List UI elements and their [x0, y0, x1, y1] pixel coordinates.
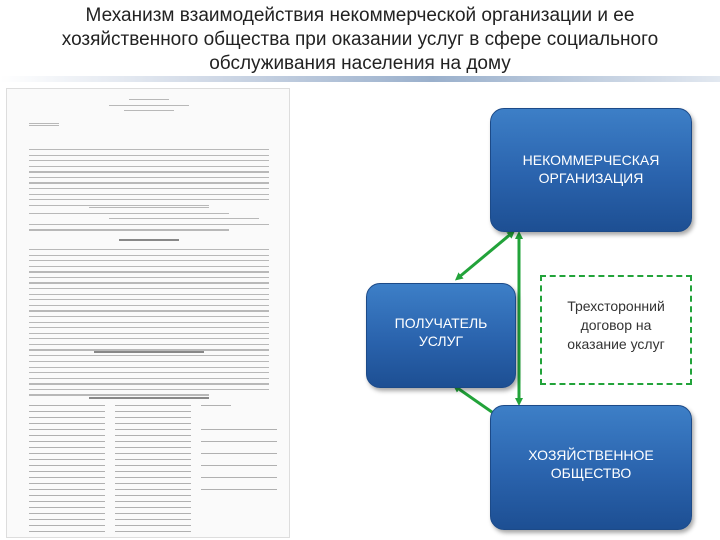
title-line-3: обслуживания населения на дому: [209, 53, 511, 74]
node-recipient-line-1: ПОЛУЧАТЕЛЬ: [394, 315, 488, 331]
node-nko-line-2: ОРГАНИЗАЦИЯ: [538, 170, 644, 186]
node-nko: [490, 108, 692, 232]
node-company-line-1: ХОЗЯЙСТВЕННОЕ: [528, 447, 654, 463]
node-recipient-line-2: УСЛУГ: [418, 333, 464, 349]
title-line-1: Механизм взаимодействия некоммерческой организации и ее: [85, 5, 635, 26]
node-contract: [540, 275, 692, 385]
node-contract-line-3: оказание услуг: [567, 336, 665, 352]
node-recipient: [366, 283, 516, 388]
node-company: [490, 405, 692, 530]
title-line-2: хозяйственного общества при оказании услуг в сфере социального: [61, 29, 659, 50]
node-contract-line-1: Трехсторонний: [567, 298, 665, 314]
node-company-line-2: ОБЩЕСТВО: [550, 465, 632, 481]
node-nko-line-1: НЕКОММЕРЧЕСКАЯ: [522, 152, 660, 168]
arrow-nko-recipient: [458, 233, 512, 278]
node-contract-line-2: договор на: [580, 317, 652, 333]
